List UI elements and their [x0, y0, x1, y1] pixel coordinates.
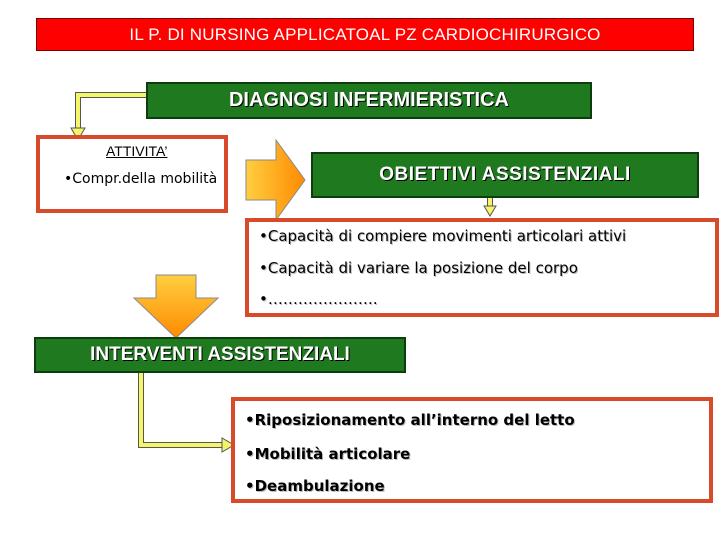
interventi-item: •Deambulazione: [245, 477, 385, 495]
attivita-box: [36, 135, 228, 213]
attivita-item: •Compr.della mobilità: [64, 171, 218, 187]
attivita-title: ATTIVITA’: [106, 143, 168, 159]
diagnosi-box: DIAGNOSI INFERMIERISTICA: [146, 82, 592, 119]
interventi-box: INTERVENTI ASSISTENZIALI: [34, 337, 406, 373]
page-title: IL P. DI NURSING APPLICATOAL PZ CARDIOCHIRURGICO: [36, 18, 694, 51]
orange-arrow-down: [134, 275, 218, 338]
connector-obiettivi-capacita: [484, 198, 496, 216]
interventi-item: •Riposizionamento all’interno del letto: [245, 411, 575, 429]
obiettivi-box: OBIETTIVI ASSISTENZIALI: [311, 152, 699, 198]
interventi-item: •Mobilità articolare: [245, 445, 411, 463]
connector-interventi-list: [141, 373, 234, 452]
capacita-item: •………………….: [259, 290, 378, 308]
connector-diagnosi-attivita: [71, 95, 146, 140]
capacita-item: •Capacità di variare la posizione del corpo: [259, 259, 578, 277]
capacita-item: •Capacità di compiere movimenti articolari attivi: [259, 227, 627, 245]
interventi-list-box: [231, 397, 713, 503]
orange-arrow-right: [246, 140, 305, 220]
capacita-box: [245, 218, 719, 317]
